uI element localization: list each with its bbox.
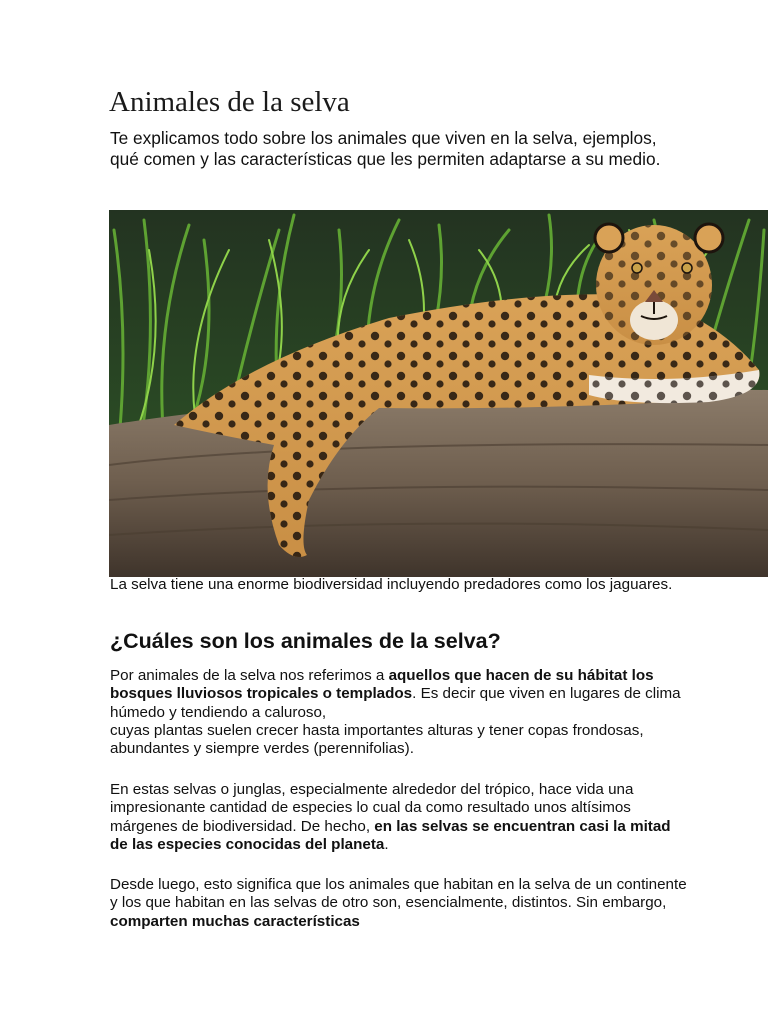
p3-text-a: Desde luego, esto significa que los animales que habitan en la selva de un continente y los que habitan en las selvas de otro son, esencialmente, distintos. Sin embargo,	[110, 876, 687, 912]
p2-text-a: En estas selvas o junglas, especialmente alrededor del trópico, hace vida una impresionante cantidad de especies lo cual da como resultado unos altísimos márgenes de biodiversidad. De hecho,	[110, 781, 634, 835]
p1-text-c: . Es decir que viven en lugares de clima húmedo y tendiendo a caluroso,	[110, 685, 681, 721]
paragraph-3	[110, 876, 690, 931]
p1-bold: aquellos que hacen de su hábitat los bosques lluviosos tropicales o templados	[110, 667, 654, 703]
paragraph-2	[110, 781, 690, 854]
article-title: Animales de la selva	[109, 86, 350, 118]
p2-bold: en las selvas se encuentran casi la mitad de las especies conocidas del planeta	[110, 817, 671, 853]
section-heading: ¿Cuáles son los animales de la selva?	[110, 629, 501, 653]
p1-text-a: Por animales de la selva nos referimos a	[110, 667, 389, 684]
p2-text-c: .	[384, 835, 389, 853]
image-caption: La selva tiene una enorme biodiversidad incluyendo predadores como los jaguares.	[110, 576, 673, 593]
p3-bold: comparten muchas características	[110, 912, 360, 930]
jaguar-photo	[109, 210, 768, 577]
paragraph-1	[110, 667, 690, 758]
article-lead: Te explicamos todo sobre los animales que viven en la selva, ejemplos, qué comen y las características que les permiten adaptarse a su medio.	[110, 128, 661, 169]
p1-text-d: cuyas plantas suelen crecer hasta importantes alturas y tener copas frondosas, abundantes y siempre verdes (perennifolias).	[110, 721, 644, 758]
